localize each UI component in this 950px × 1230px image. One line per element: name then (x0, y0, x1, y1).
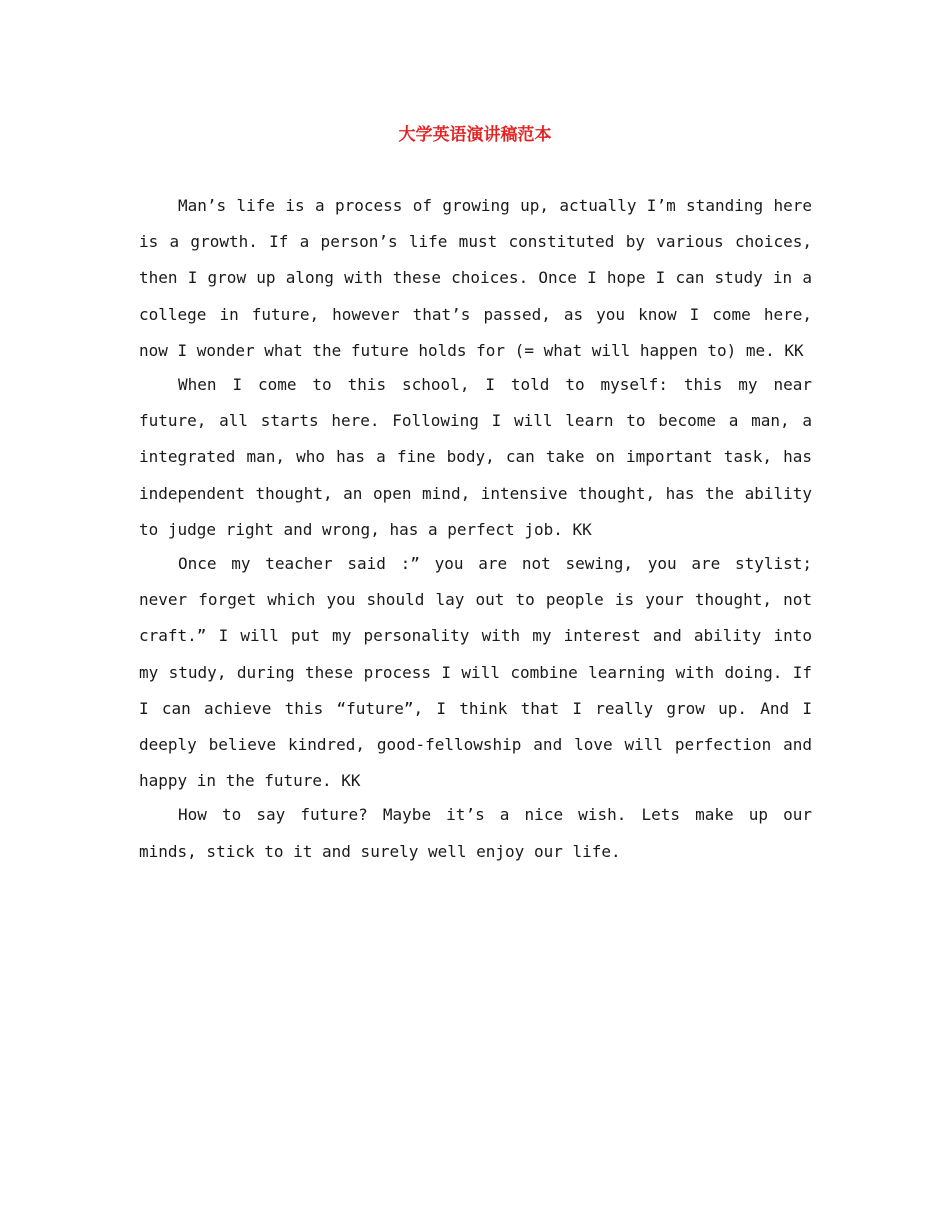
paragraph-1: Man’s life is a process of growing up, actually I’m standing here is a growth. If a person’s life must constituted by various choices, then I grow up along with these choices. Once I hope I can study in a college in future, however that’s passed, as you know I come here, now I wonder what the future holds for (= what will happen to) me. KK (139, 196, 812, 360)
document-title: 大学英语演讲稿范本 (398, 125, 552, 145)
paragraph-3: Once my teacher said :” you are not sewing, you are stylist; never forget which you should lay out to people is your thought, not craft.” I will put my personality with my interest and ability into my study, during these process I will combine learning with doing. If I can achieve this “future”, I think that I really grow up. And I deeply believe kindred, good-fellowship and love will perfection and happy in the future. KK (139, 554, 812, 791)
document-body (139, 188, 812, 868)
paragraph-4: How to say future? Maybe it’s a nice wish. Lets make up our minds, stick to it and surely well enjoy our life. (139, 805, 812, 861)
paragraph-2: When I come to this school, I told to myself: this my near future, all starts here. Following I will learn to become a man, a integrated man, who has a fine body, can take on important task, has independent thought, an open mind, intensive thought, has the ability to judge right and wrong, has a perfect job. KK (139, 375, 812, 539)
